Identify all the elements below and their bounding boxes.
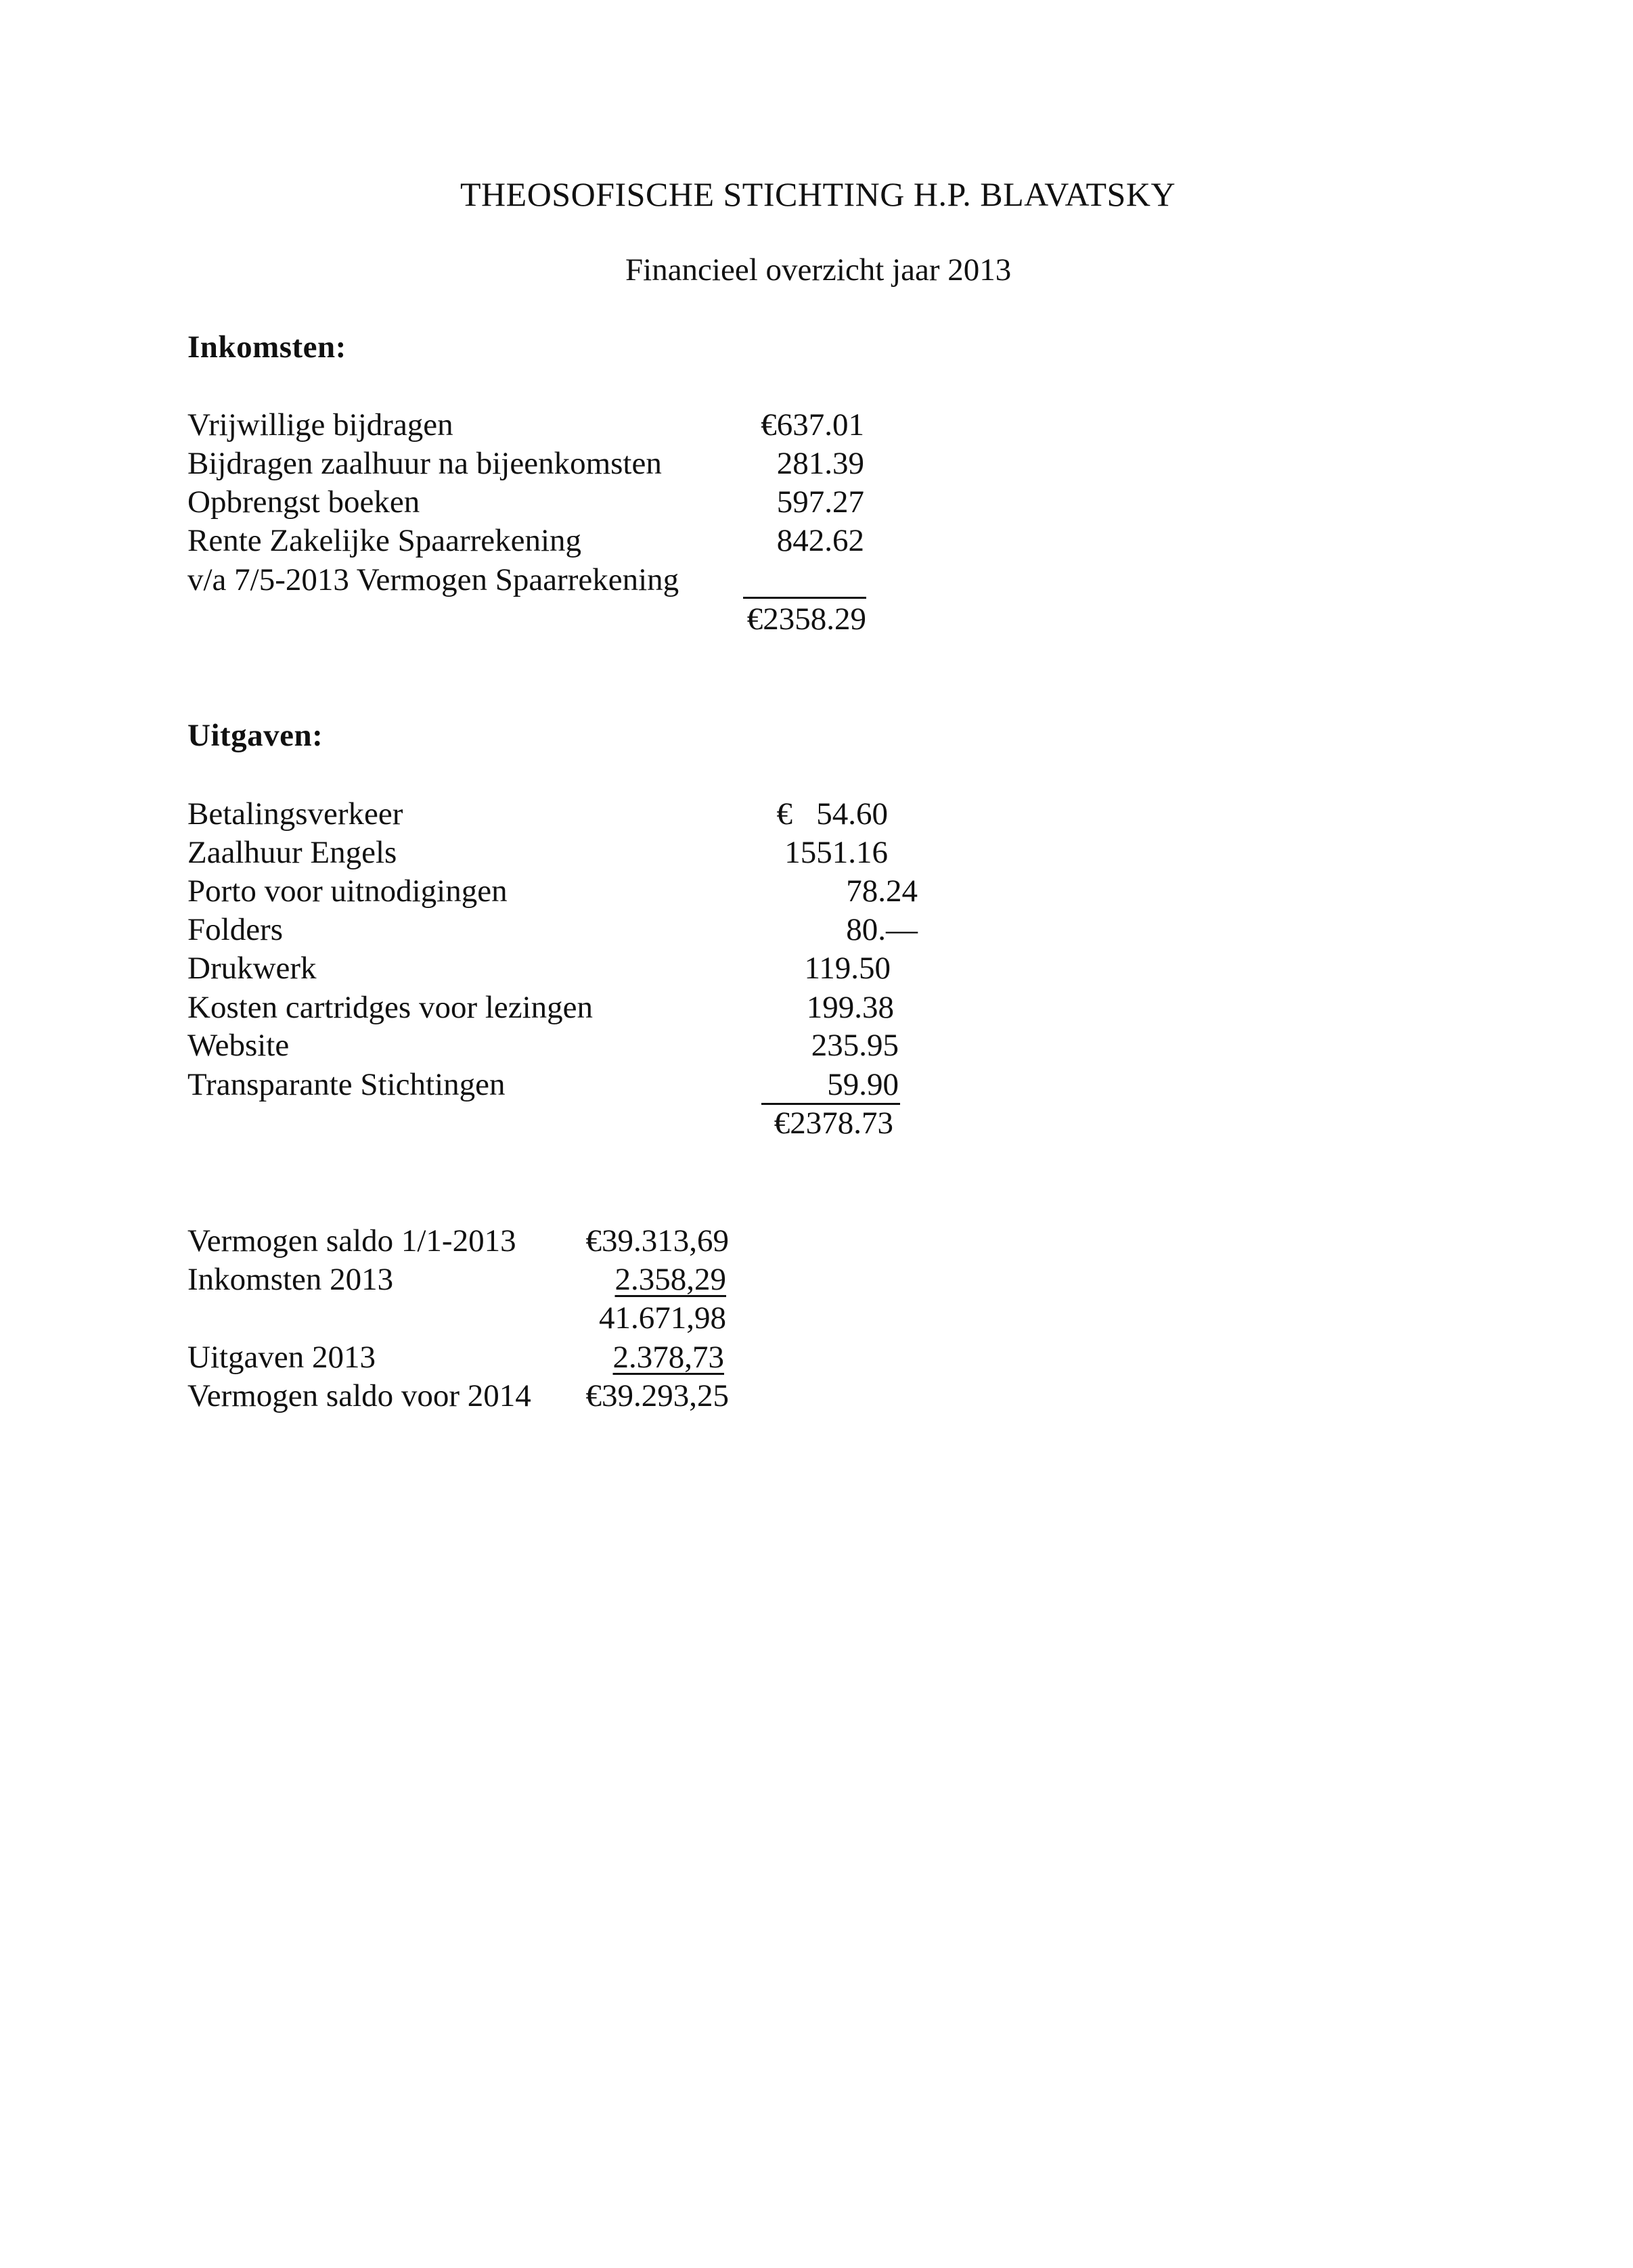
expense-item-amount: 1551.16 — [784, 835, 888, 870]
expense-item-amount: 119.50 — [804, 951, 891, 986]
income-heading: Inkomsten: — [187, 330, 346, 365]
balance-row-amount: €39.313,69 — [585, 1223, 729, 1258]
income-item-label: Vrijwillige bijdragen — [187, 407, 453, 443]
expense-item-amount: 199.38 — [806, 990, 894, 1025]
expense-item-amount: 59.90 — [827, 1067, 899, 1102]
income-item-amount: 597.27 — [776, 484, 864, 520]
expense-item-amount: 80.— — [846, 912, 918, 947]
expenses-total: €2378.73 — [774, 1106, 893, 1141]
income-item-amount: 281.39 — [776, 446, 864, 481]
expense-item-amount: 78.24 — [846, 874, 918, 909]
expense-item-label: Betalingsverkeer — [187, 796, 403, 832]
income-item-label: Opbrengst boeken — [187, 484, 420, 520]
income-item-label: Rente Zakelijke Spaarrekening — [187, 523, 582, 558]
document-title: THEOSOFISCHE STICHTING H.P. BLAVATSKY — [460, 175, 1176, 213]
expense-item-label: Porto voor uitnodigingen — [187, 874, 508, 909]
expense-item-label: Drukwerk — [187, 951, 317, 986]
balance-row-label: Inkomsten 2013 — [187, 1262, 394, 1297]
income-item-label: v/a 7/5-2013 Vermogen Spaarrekening — [187, 562, 679, 597]
expense-item-label: Kosten cartridges voor lezingen — [187, 990, 594, 1025]
expense-item-label: Folders — [187, 912, 283, 947]
balance-row-amount: 2.378,73 — [612, 1340, 724, 1375]
expense-item-label: Zaalhuur Engels — [187, 835, 397, 870]
expense-item-amount: 235.95 — [811, 1028, 899, 1063]
income-item-label: Bijdragen zaalhuur na bijeenkomsten — [187, 446, 662, 481]
balance-row-label: Uitgaven 2013 — [187, 1340, 376, 1375]
expense-item-label: Transparante Stichtingen — [187, 1067, 506, 1102]
balance-row-amount: 2.358,29 — [614, 1262, 726, 1297]
balance-row-amount: 41.671,98 — [599, 1300, 726, 1336]
expenses-heading: Uitgaven: — [187, 718, 323, 753]
expense-item-amount: € 54.60 — [776, 796, 888, 832]
income-item-amount: €637.01 — [761, 407, 864, 443]
income-total-rule — [743, 597, 866, 599]
income-total: €2358.29 — [746, 602, 866, 637]
expense-item-label: Website — [187, 1028, 290, 1063]
income-item-amount: 842.62 — [776, 523, 864, 558]
balance-row-label: Vermogen saldo 1/1-2013 — [187, 1223, 516, 1258]
balance-row-label: Vermogen saldo voor 2014 — [187, 1378, 531, 1413]
expenses-total-rule — [761, 1103, 900, 1105]
balance-row-amount: €39.293,25 — [585, 1378, 729, 1413]
document-subtitle: Financieel overzicht jaar 2013 — [625, 252, 1012, 288]
